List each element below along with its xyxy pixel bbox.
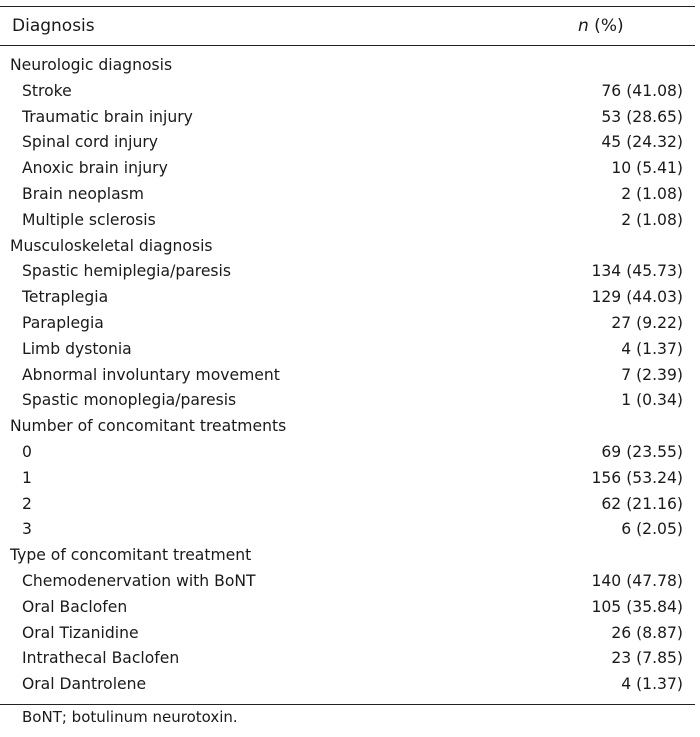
row-value: 27 (9.22)	[611, 313, 683, 332]
section-row	[0, 234, 695, 260]
row-value: 4 (1.37)	[621, 339, 683, 358]
table-footnote: BoNT; botulinum neurotoxin.	[22, 708, 238, 726]
table-row	[0, 105, 695, 131]
section-label: Neurologic diagnosis	[10, 56, 173, 74]
row-value: 1 (0.34)	[621, 391, 683, 410]
table-header	[0, 6, 695, 46]
row-value: 10 (5.41)	[611, 159, 683, 178]
table-row	[0, 646, 695, 672]
table-row	[0, 466, 695, 492]
row-value: 76 (41.08)	[601, 81, 683, 100]
section-row	[0, 543, 695, 569]
table-row	[0, 311, 695, 337]
row-label: Multiple sclerosis	[22, 210, 156, 229]
row-label: 3	[22, 520, 32, 539]
row-label: Oral Tizanidine	[22, 623, 139, 642]
row-label: Chemodenervation with BoNT	[22, 571, 256, 590]
row-label: Brain neoplasm	[22, 184, 144, 203]
section-row	[0, 414, 695, 440]
row-label: Spinal cord injury	[22, 133, 159, 152]
row-value: 156 (53.24)	[591, 468, 683, 487]
row-value: 6 (2.05)	[621, 520, 683, 539]
table-row	[0, 517, 695, 543]
table-row	[0, 79, 695, 105]
table-row	[0, 595, 695, 621]
section-label: Musculoskeletal diagnosis	[10, 236, 213, 255]
section-row	[0, 53, 695, 79]
row-label: 2	[22, 494, 32, 513]
diagnosis-table	[0, 6, 695, 705]
row-label: Spastic hemiplegia/paresis	[22, 262, 232, 281]
row-value: 23 (7.85)	[611, 649, 683, 668]
row-value: 45 (24.32)	[601, 133, 683, 152]
row-value: 53 (28.65)	[601, 107, 683, 126]
table-row	[0, 182, 695, 208]
table-body	[0, 46, 695, 705]
table-row	[0, 259, 695, 285]
header-n: n	[578, 16, 589, 36]
table-row	[0, 672, 695, 698]
row-value: 2 (1.08)	[621, 210, 683, 229]
row-label: Abnormal involuntary movement	[22, 365, 280, 384]
row-value: 4 (1.37)	[621, 675, 683, 694]
table-row	[0, 388, 695, 414]
row-label: Oral Dantrolene	[22, 675, 147, 694]
row-label: Stroke	[22, 81, 72, 100]
table-row	[0, 156, 695, 182]
row-label: Spastic monoplegia/paresis	[22, 391, 237, 410]
table-row	[0, 130, 695, 156]
row-label: 1	[22, 468, 32, 487]
row-value: 129 (44.03)	[591, 288, 683, 307]
row-value: 105 (35.84)	[591, 597, 683, 616]
table-row	[0, 363, 695, 389]
row-value: 2 (1.08)	[621, 184, 683, 203]
table-row	[0, 337, 695, 363]
row-value: 7 (2.39)	[621, 365, 683, 384]
row-label: Intrathecal Baclofen	[22, 649, 180, 668]
table-row	[0, 208, 695, 234]
row-value: 140 (47.78)	[591, 571, 683, 590]
row-label: Limb dystonia	[22, 339, 132, 358]
header-n-percent	[578, 16, 624, 36]
row-label: Traumatic brain injury	[22, 107, 193, 126]
row-label: 0	[22, 442, 32, 461]
row-value: 26 (8.87)	[611, 623, 683, 642]
table-row	[0, 492, 695, 518]
table-row	[0, 621, 695, 647]
row-value: 134 (45.73)	[591, 262, 683, 281]
section-label: Number of concomitant treatments	[10, 417, 287, 436]
table-row	[0, 440, 695, 466]
table-row	[0, 285, 695, 311]
row-value: 69 (23.55)	[601, 442, 683, 461]
table-row	[0, 569, 695, 595]
header-diagnosis: Diagnosis	[12, 16, 95, 36]
row-label: Oral Baclofen	[22, 597, 128, 616]
row-label: Tetraplegia	[22, 288, 109, 307]
row-label: Anoxic brain injury	[22, 159, 168, 178]
row-label: Paraplegia	[22, 313, 104, 332]
header-percent: (%)	[588, 16, 624, 36]
section-label: Type of concomitant treatment	[10, 546, 252, 565]
row-value: 62 (21.16)	[601, 494, 683, 513]
